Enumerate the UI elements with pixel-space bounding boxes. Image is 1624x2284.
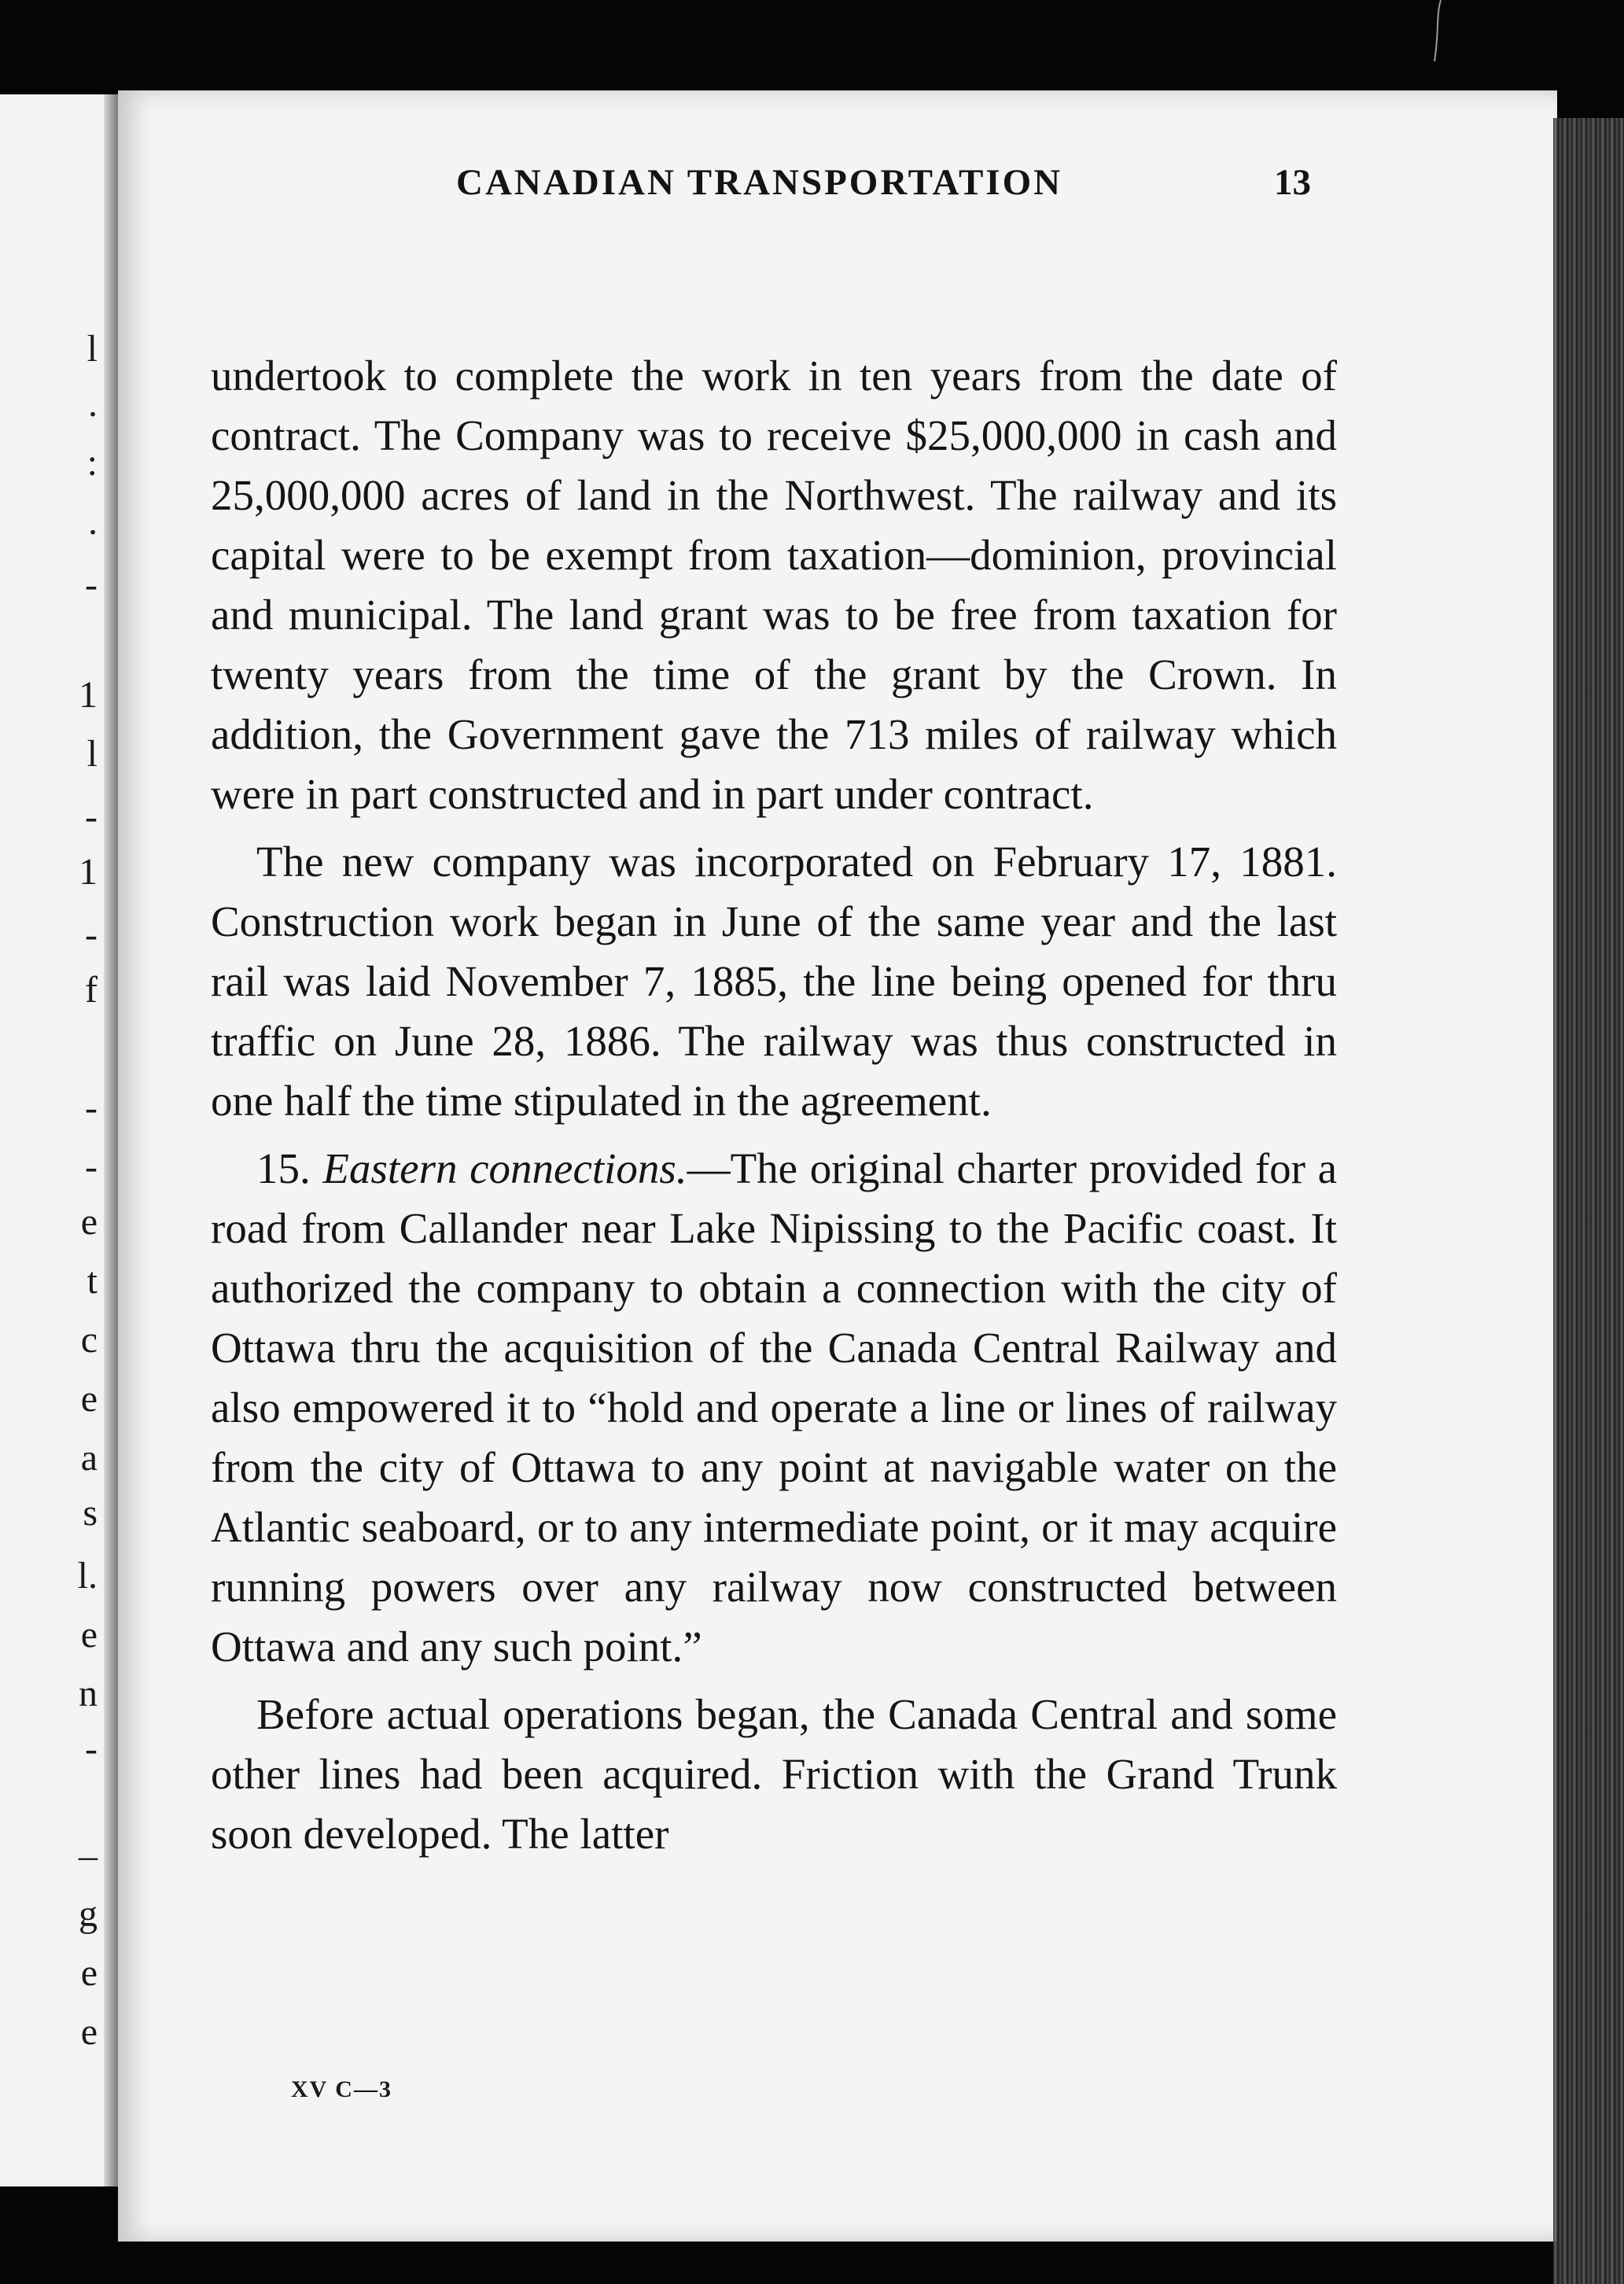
- left-fragment: .: [88, 501, 98, 543]
- book-gutter: [104, 94, 118, 2186]
- left-fragment: e: [80, 1952, 98, 1994]
- left-fragment: e: [80, 1378, 98, 1420]
- left-fragment: _: [79, 1822, 98, 1864]
- paragraph-3-text: —The original charter provided for a road from Callander near Lake Nipissing to the Pacific coast. It authorized the company to obtain a connection with the city of Ottawa thru the acquisition of the Canada Central Railway and also empowered it to “hold and operate a line or lines of railway from the city of Ottawa to any point at navigable water on the Atlantic seaboard, or to any intermediate point, or it may acquire running powers over any railway now constructed between Ottawa and any such point.”: [211, 1144, 1338, 1671]
- left-fragment: -: [85, 1087, 98, 1129]
- left-fragment: a: [80, 1437, 98, 1479]
- running-header: [330, 161, 1345, 216]
- left-fragment: :: [87, 442, 98, 484]
- left-fragment: -: [85, 564, 98, 606]
- left-fragment: e: [80, 2011, 98, 2053]
- running-title: CANADIAN TRANSPORTATION: [456, 162, 1063, 203]
- left-fragment: -: [85, 1728, 98, 1770]
- left-page-text-fragments: [0, 94, 104, 2186]
- paragraph-2: The new company was incorporated on February 17, 1881. Construction work began in June of the same year and the last rail was laid November 7, 1885, the line being opened for thru traffic on June 28, 1886. The railway was thus constructed in one half the time stipulated in the agreement.: [211, 838, 1337, 1125]
- left-fragment: .: [88, 383, 98, 425]
- left-fragment: g: [79, 1893, 98, 1935]
- left-fragment: l.: [77, 1555, 98, 1597]
- left-fragment: n: [79, 1673, 98, 1715]
- left-facing-page: [0, 94, 118, 2186]
- paragraph-1: undertook to complete the work in ten years from the date of contract. The Company was to receive $25,000,000 in cash and 25,000,000 acres of land in the Northwest. The railway and its capital were to be exempt from taxation—dominion, provincial and municipal. The land grant was to be free from taxation for twenty years from the time of the grant by the Crown. In addition, the Government gave the 713 miles of railway which were in part constructed and in part under contract.: [211, 352, 1337, 818]
- left-fragment: -: [85, 1146, 98, 1188]
- left-fragment: s: [83, 1492, 98, 1534]
- left-fragment: 1: [79, 674, 98, 716]
- page-body: [211, 346, 1337, 1864]
- section-number: 15.: [256, 1144, 311, 1192]
- left-fragment: -: [85, 796, 98, 838]
- left-fragment: l: [87, 733, 98, 775]
- paragraph-4: Before actual operations began, the Canada Central and some other lines had been acquired. Friction with the Grand Trunk soon developed. The latter: [211, 1690, 1337, 1858]
- film-scratch: [1431, 0, 1447, 63]
- left-fragment: c: [80, 1319, 98, 1361]
- section-heading: Eastern connections.: [322, 1144, 687, 1192]
- page-number: 13: [1274, 162, 1311, 203]
- signature-mark: XV C—3: [291, 2076, 392, 2102]
- left-fragment: l: [87, 328, 98, 370]
- left-fragment: f: [85, 969, 98, 1011]
- left-fragment: -: [85, 914, 98, 956]
- page-edges: [1553, 118, 1624, 2284]
- left-fragment: 1: [79, 851, 98, 893]
- left-fragment: t: [87, 1260, 98, 1302]
- paragraph-3: [211, 1139, 1337, 1677]
- left-fragment: e: [80, 1201, 98, 1243]
- left-fragment: e: [80, 1614, 98, 1656]
